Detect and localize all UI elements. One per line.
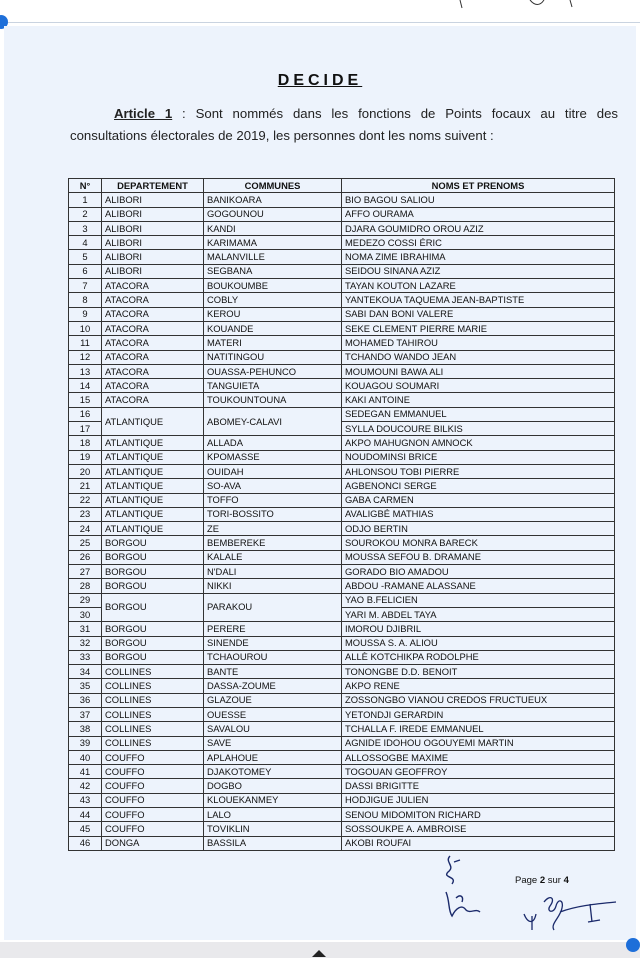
cell-department: COUFFO [102,822,204,836]
cell-number: 8 [69,293,102,307]
cell-name: SOSSOUKPE A. AMBROISE [342,822,615,836]
table-row [69,450,615,464]
cell-number: 2 [69,207,102,221]
cell-commune: TORI-BOSSITO [204,507,342,521]
cell-number: 1 [69,193,102,207]
cell-number: 7 [69,279,102,293]
cell-name: MOUSSA S. A. ALIOU [342,636,615,650]
cell-name: ALLÈ KOTCHIKPA RODOLPHE [342,650,615,664]
cell-department: ALIBORI [102,221,204,235]
cell-department: BORGOU [102,565,204,579]
cell-number: 25 [69,536,102,550]
cell-department: COLLINES [102,722,204,736]
cell-department: ATLANTIQUE [102,407,204,436]
table-row [69,436,615,450]
cell-commune: MALANVILLE [204,250,342,264]
cell-commune: GLAZOUE [204,693,342,707]
cell-department: ALIBORI [102,264,204,278]
cell-commune: SO-AVA [204,479,342,493]
cell-name: AHLONSOU TOBI PIERRE [342,464,615,478]
cell-department: ALIBORI [102,193,204,207]
cell-name: SEDEGAN EMMANUEL [342,407,615,421]
cell-commune: SAVE [204,736,342,750]
table-row [69,193,615,207]
cell-commune: KANDI [204,221,342,235]
cell-department: ALIBORI [102,250,204,264]
cell-name: NOMA ZIME IBRAHIMA [342,250,615,264]
cell-number: 3 [69,221,102,235]
document-page [4,26,636,940]
previous-page-edge [0,0,640,23]
cell-department: COUFFO [102,750,204,764]
cell-name: TCHANDO WANDO JEAN [342,350,615,364]
article-text: : Sont nommés dans les fonctions de Points focaux au titre des consultations électorales de 2019, les personnes dont les noms suivent : [70,106,618,143]
cell-name: MOHAMED TAHIROU [342,336,615,350]
table-row [69,779,615,793]
cell-number: 31 [69,622,102,636]
cell-commune: KEROU [204,307,342,321]
table-header-row [69,179,615,193]
table-row [69,307,615,321]
article-paragraph [70,103,618,147]
cell-name: YAO B.FELICIEN [342,593,615,607]
cell-department: COUFFO [102,793,204,807]
cell-number: 18 [69,436,102,450]
table-row [69,336,615,350]
cell-number: 14 [69,379,102,393]
cell-commune: BASSILA [204,836,342,850]
table-row [69,736,615,750]
cell-name: ABDOU -RAMANE ALASSANE [342,579,615,593]
table-row [69,750,615,764]
cell-commune: LALO [204,808,342,822]
cell-department: ATACORA [102,321,204,335]
cell-name: SYLLA DOUCOURE BILKIS [342,422,615,436]
cell-department: BORGOU [102,579,204,593]
cell-number: 21 [69,479,102,493]
article-label: Article 1 [114,106,173,121]
cell-number: 13 [69,364,102,378]
cell-department: COUFFO [102,808,204,822]
cell-number: 44 [69,808,102,822]
cell-name: AKPO RENE [342,679,615,693]
cell-commune: DOGBO [204,779,342,793]
cell-commune: KLOUEKANMEY [204,793,342,807]
page-heading: DECIDE [277,72,363,89]
cell-number: 36 [69,693,102,707]
cell-number: 43 [69,793,102,807]
cell-department: ATACORA [102,393,204,407]
cell-number: 45 [69,822,102,836]
cell-number: 39 [69,736,102,750]
header-commune: COMMUNES [204,179,342,193]
table-row [69,722,615,736]
cell-commune: TOUKOUNTOUNA [204,393,342,407]
cell-department: ATACORA [102,379,204,393]
cell-number: 30 [69,607,102,621]
table-row [69,650,615,664]
cell-number: 42 [69,779,102,793]
cell-name: BIO BAGOU SALIOU [342,193,615,207]
cell-department: ATACORA [102,307,204,321]
table-row [69,479,615,493]
cell-commune: MATERI [204,336,342,350]
cell-department: ALIBORI [102,236,204,250]
cell-department: ATACORA [102,350,204,364]
header-names: NOMS ET PRENOMS [342,179,615,193]
table-row [69,264,615,278]
cell-department: COLLINES [102,693,204,707]
cell-name: GORADO BIO AMADOU [342,565,615,579]
cell-department: BORGOU [102,536,204,550]
cell-number: 15 [69,393,102,407]
cell-department: ATLANTIQUE [102,464,204,478]
signature-left [436,852,496,922]
cell-number: 35 [69,679,102,693]
table-row [69,321,615,335]
cell-name: YANTEKOUA TAQUEMA JEAN-BAPTISTE [342,293,615,307]
cell-commune: SEGBANA [204,264,342,278]
cell-department: COLLINES [102,707,204,721]
table-row [69,765,615,779]
table-row [69,522,615,536]
cell-department: ATLANTIQUE [102,450,204,464]
table-row [69,350,615,364]
cell-department: ATACORA [102,293,204,307]
cell-commune: OUASSA-PEHUNCO [204,364,342,378]
cell-number: 28 [69,579,102,593]
cell-number: 41 [69,765,102,779]
cell-number: 20 [69,464,102,478]
cell-department: BORGOU [102,622,204,636]
cell-name: MOUMOUNI BAWA ALI [342,364,615,378]
cell-commune: ZE [204,522,342,536]
cell-name: ALLOSSOGBE MAXIME [342,750,615,764]
cell-commune: DASSA-ZOUME [204,679,342,693]
cell-department: COUFFO [102,765,204,779]
cell-department: BORGOU [102,593,204,622]
table-row [69,250,615,264]
cell-commune: COBLY [204,293,342,307]
table-row [69,393,615,407]
cell-name: AFFO OURAMA [342,207,615,221]
cell-commune: PERERE [204,622,342,636]
header-number: N° [69,179,102,193]
cell-number: 33 [69,650,102,664]
table-row [69,822,615,836]
cell-department: BORGOU [102,650,204,664]
cell-name: AGBENONCI SERGE [342,479,615,493]
cell-department: COLLINES [102,665,204,679]
table-row [69,579,615,593]
cell-commune: BANIKOARA [204,193,342,207]
cell-name: SEKE CLEMENT PIERRE MARIE [342,321,615,335]
cell-commune: NIKKI [204,579,342,593]
table-row [69,279,615,293]
cell-name: TAYAN KOUTON LAZARE [342,279,615,293]
cell-name: SEIDOU SINANA AZIZ [342,264,615,278]
cell-name: ZOSSONGBO VIANOU CREDOS FRUCTUEUX [342,693,615,707]
cell-commune: KALALE [204,550,342,564]
table-row [69,693,615,707]
cell-commune: BEMBEREKE [204,536,342,550]
table-row [69,221,615,235]
cell-number: 9 [69,307,102,321]
cell-number: 27 [69,565,102,579]
cell-name: DJARA GOUMIDRO OROU AZIZ [342,221,615,235]
table-row [69,665,615,679]
cell-number: 32 [69,636,102,650]
table-row [69,679,615,693]
table-row [69,707,615,721]
table-row [69,593,615,607]
table-row [69,236,615,250]
cell-commune: BOUKOUMBE [204,279,342,293]
table-row [69,536,615,550]
cell-number: 17 [69,422,102,436]
cell-name: TOGOUAN GEOFFROY [342,765,615,779]
cell-name: SOUROKOU MONRA BARECK [342,536,615,550]
cell-commune: ALLADA [204,436,342,450]
cell-department: COLLINES [102,736,204,750]
cell-name: AKOBI ROUFAI [342,836,615,850]
cell-number: 24 [69,522,102,536]
cell-name: AGNIDE IDOHOU OGOUYEMI MARTIN [342,736,615,750]
cell-department: DONGA [102,836,204,850]
cell-number: 11 [69,336,102,350]
cell-name: ODJO BERTIN [342,522,615,536]
cell-number: 22 [69,493,102,507]
cell-department: COUFFO [102,779,204,793]
scroll-up-icon[interactable] [312,950,326,957]
cell-number: 40 [69,750,102,764]
cell-commune: KPOMASSE [204,450,342,464]
cell-commune: DJAKOTOMEY [204,765,342,779]
table-row [69,622,615,636]
signature-right [520,888,620,932]
table-row [69,565,615,579]
scroll-marker-bottom[interactable] [626,938,640,952]
cell-number: 37 [69,707,102,721]
cell-name: AVALIGBÉ MATHIAS [342,507,615,521]
cell-commune: ABOMEY-CALAVI [204,407,342,436]
cell-number: 29 [69,593,102,607]
cell-name: YARI M. ABDEL TAYA [342,607,615,621]
cell-commune: TANGUIETA [204,379,342,393]
table-row [69,293,615,307]
cell-number: 46 [69,836,102,850]
page-number: Page 2 sur 4 [515,875,569,886]
cell-department: COLLINES [102,679,204,693]
cell-department: ALIBORI [102,207,204,221]
cell-commune: BANTE [204,665,342,679]
table-row [69,207,615,221]
cell-number: 5 [69,250,102,264]
cell-department: BORGOU [102,550,204,564]
cell-department: ATACORA [102,279,204,293]
cell-commune: TOFFO [204,493,342,507]
cell-department: ATACORA [102,336,204,350]
cell-name: GABA CARMEN [342,493,615,507]
cell-department: ATLANTIQUE [102,507,204,521]
cell-commune: KOUANDE [204,321,342,335]
cell-commune: TCHAOUROU [204,650,342,664]
cell-name: DASSI BRIGITTE [342,779,615,793]
cell-number: 16 [69,407,102,421]
cell-number: 12 [69,350,102,364]
cell-name: NOUDOMINSI BRICE [342,450,615,464]
cell-name: AKPO MAHUGNON AMNOCK [342,436,615,450]
cell-number: 19 [69,450,102,464]
cell-name: MOUSSA SEFOU B. DRAMANE [342,550,615,564]
cell-name: SABI DAN BONI VALERE [342,307,615,321]
cell-commune: KARIMAMA [204,236,342,250]
cell-number: 4 [69,236,102,250]
table-row [69,493,615,507]
table-row [69,407,615,421]
cell-name: HODJIGUE JULIEN [342,793,615,807]
cell-commune: OUESSE [204,707,342,721]
table-row [69,550,615,564]
cell-commune: SAVALOU [204,722,342,736]
cell-number: 38 [69,722,102,736]
table-row [69,507,615,521]
cell-commune: GOGOUNOU [204,207,342,221]
cell-department: BORGOU [102,636,204,650]
cell-commune: APLAHOUE [204,750,342,764]
table-row [69,364,615,378]
table-row [69,793,615,807]
focal-points-table [68,178,615,851]
cell-department: ATLANTIQUE [102,436,204,450]
cell-name: KOUAGOU SOUMARI [342,379,615,393]
cell-department: ATLANTIQUE [102,479,204,493]
table-row [69,464,615,478]
header-department: DEPARTEMENT [102,179,204,193]
table-row [69,636,615,650]
cell-department: ATLANTIQUE [102,493,204,507]
cell-department: ATLANTIQUE [102,522,204,536]
cell-number: 34 [69,665,102,679]
cell-name: IMOROU DJIBRIL [342,622,615,636]
cell-commune: TOVIKLIN [204,822,342,836]
cell-number: 10 [69,321,102,335]
cell-name: TONONGBE D.D. BENOIT [342,665,615,679]
cell-commune: NATITINGOU [204,350,342,364]
cell-commune: N'DALI [204,565,342,579]
cell-name: KAKI ANTOINE [342,393,615,407]
cell-commune: PARAKOU [204,593,342,622]
cell-number: 26 [69,550,102,564]
cell-name: YETONDJI GERARDIN [342,707,615,721]
table-row [69,836,615,850]
cell-number: 6 [69,264,102,278]
cell-name: TCHALLA F. IREDE EMMANUEL [342,722,615,736]
cell-name: SENOU MIDOMITON RICHARD [342,808,615,822]
cell-commune: SINENDE [204,636,342,650]
table-row [69,808,615,822]
cell-name: MEDEZO COSSI ÉRIC [342,236,615,250]
previous-page-scribble [440,0,600,10]
cell-department: ATACORA [102,364,204,378]
cell-commune: OUIDAH [204,464,342,478]
table-row [69,379,615,393]
cell-number: 23 [69,507,102,521]
